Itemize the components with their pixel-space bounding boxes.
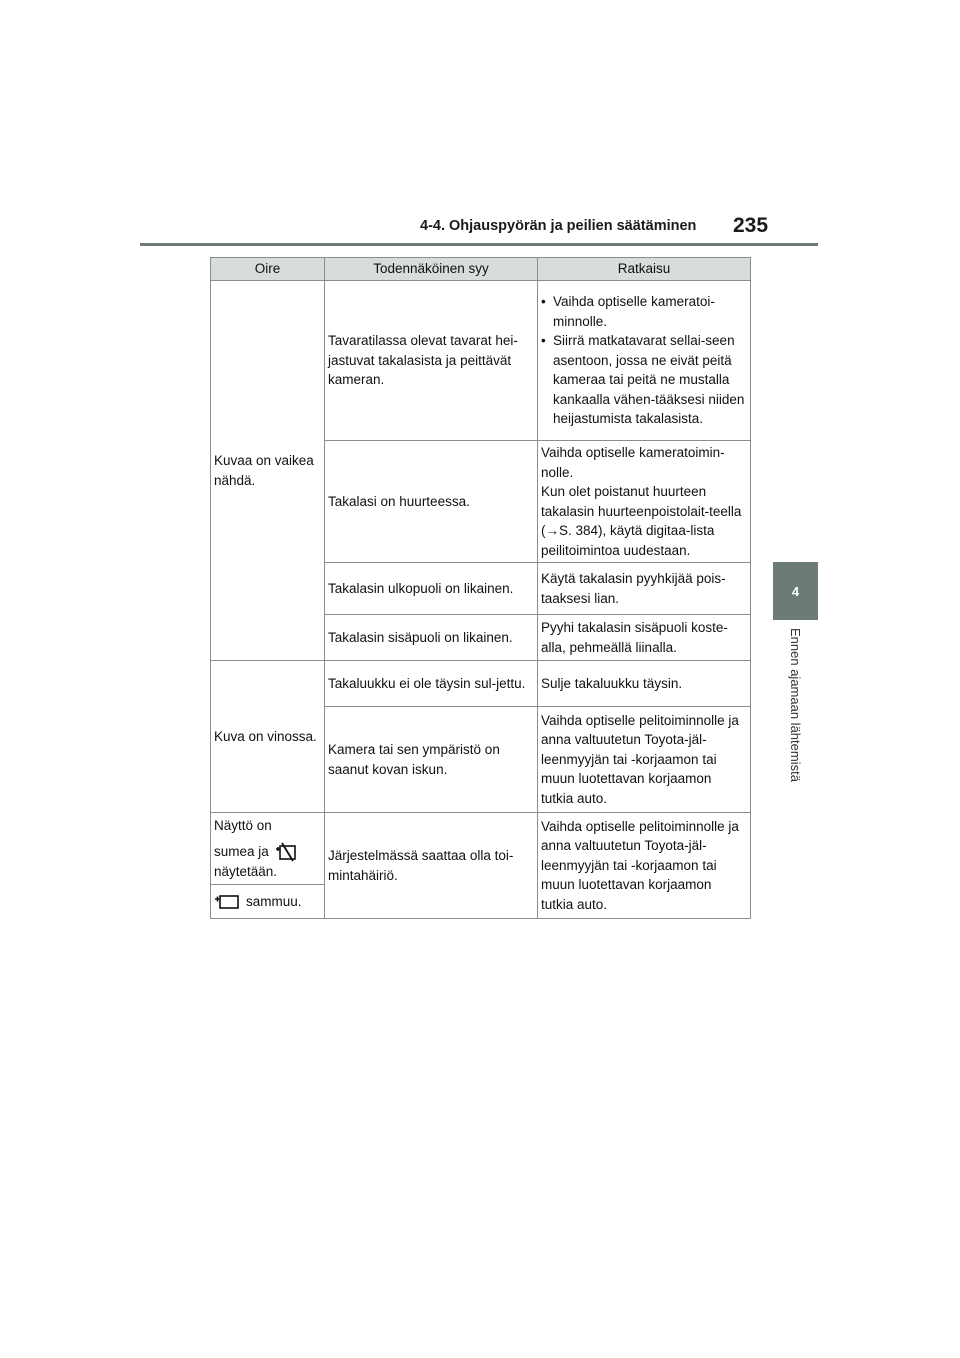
symptom-cell: Kuva on vinossa. bbox=[211, 661, 325, 813]
cause-cell: Takalasin sisäpuoli on likainen. bbox=[325, 615, 538, 661]
header-cause: Todennäköinen syy bbox=[325, 258, 538, 281]
cause-cell: Takaluukku ei ole täysin sul-jettu. bbox=[325, 661, 538, 707]
symptom-cell: Kuvaa on vaikea nähdä. bbox=[211, 281, 325, 661]
table-row bbox=[211, 661, 751, 707]
section-title: 4-4. Ohjauspyörän ja peilien säätäminen bbox=[420, 218, 697, 234]
chapter-number: 4 bbox=[791, 583, 800, 599]
solution-cell bbox=[538, 281, 751, 441]
solution-cell: Vaihda optiselle kameratoimin-nolle. Kun olet poistanut huurteen takalasin huurteenpoistolait-teella (→S. 384), käytä digitaa-lista peilitoimintoa uudestaan. bbox=[538, 441, 751, 563]
cause-cell: Kamera tai sen ympäristö on saanut kovan iskun. bbox=[325, 707, 538, 813]
symptom-text: sumea ja bbox=[214, 843, 269, 859]
symptom-line bbox=[214, 892, 321, 912]
camera-icon bbox=[214, 894, 240, 910]
chapter-tab bbox=[773, 562, 818, 620]
solution-cell: Pyyhi takalasin sisäpuoli koste-alla, pehmeällä liinalla. bbox=[538, 615, 751, 661]
list-item: • Siirrä matkatavarat sellai-seen asentoon, jossa ne eivät peitä kameraa tai peitä ne mustalla kankaalla vähen-tääksesi niiden heijastumista takalasista. bbox=[541, 331, 747, 429]
solution-cell: Sulje takaluukku täysin. bbox=[538, 661, 751, 707]
cause-cell: Takalasin ulkopuoli on likainen. bbox=[325, 563, 538, 615]
symptom-text: sammuu. bbox=[246, 893, 302, 909]
table-row bbox=[211, 813, 751, 885]
table-header-row bbox=[211, 258, 751, 281]
chapter-title: Ennen ajamaan lähtemistä bbox=[788, 628, 803, 782]
cause-cell: Takalasi on huurteessa. bbox=[325, 441, 538, 563]
header-rule bbox=[140, 243, 818, 246]
page-number: 235 bbox=[733, 214, 769, 237]
solution-cell: Vaihda optiselle pelitoiminnolle ja anna valtuutetun Toyota-jäl-leenmyyjän tai -korjaamon tai muun luotettavan korjaamon tutkia auto. bbox=[538, 813, 751, 919]
chapter-title-tab bbox=[773, 628, 818, 818]
solution-list bbox=[541, 292, 747, 429]
header-symptom: Oire bbox=[211, 258, 325, 281]
list-item: • Vaihda optiselle kameratoi-minnolle. bbox=[541, 292, 747, 331]
symptom-cell bbox=[211, 813, 325, 885]
symptom-line: näytetään. bbox=[214, 863, 278, 879]
solution-cell: Käytä takalasin pyyhkijää pois-taaksesi lian. bbox=[538, 563, 751, 615]
symptom-line bbox=[214, 842, 321, 862]
camera-off-icon bbox=[275, 842, 297, 862]
symptom-line: Näyttö on bbox=[214, 818, 272, 833]
solution-cell: Vaihda optiselle pelitoiminnolle ja anna valtuutetun Toyota-jäl-leenmyyjän tai -korjaamon tai muun luotettavan korjaamon tutkia auto. bbox=[538, 707, 751, 813]
cause-cell: Tavaratilassa olevat tavarat hei-jastuvat takalasista ja peittävät kameran. bbox=[325, 281, 538, 441]
symptom-cell bbox=[211, 885, 325, 919]
troubleshooting-table bbox=[210, 257, 751, 919]
header-solution: Ratkaisu bbox=[538, 258, 751, 281]
cause-cell: Järjestelmässä saattaa olla toi-mintahäiriö. bbox=[325, 813, 538, 919]
table-row bbox=[211, 281, 751, 441]
